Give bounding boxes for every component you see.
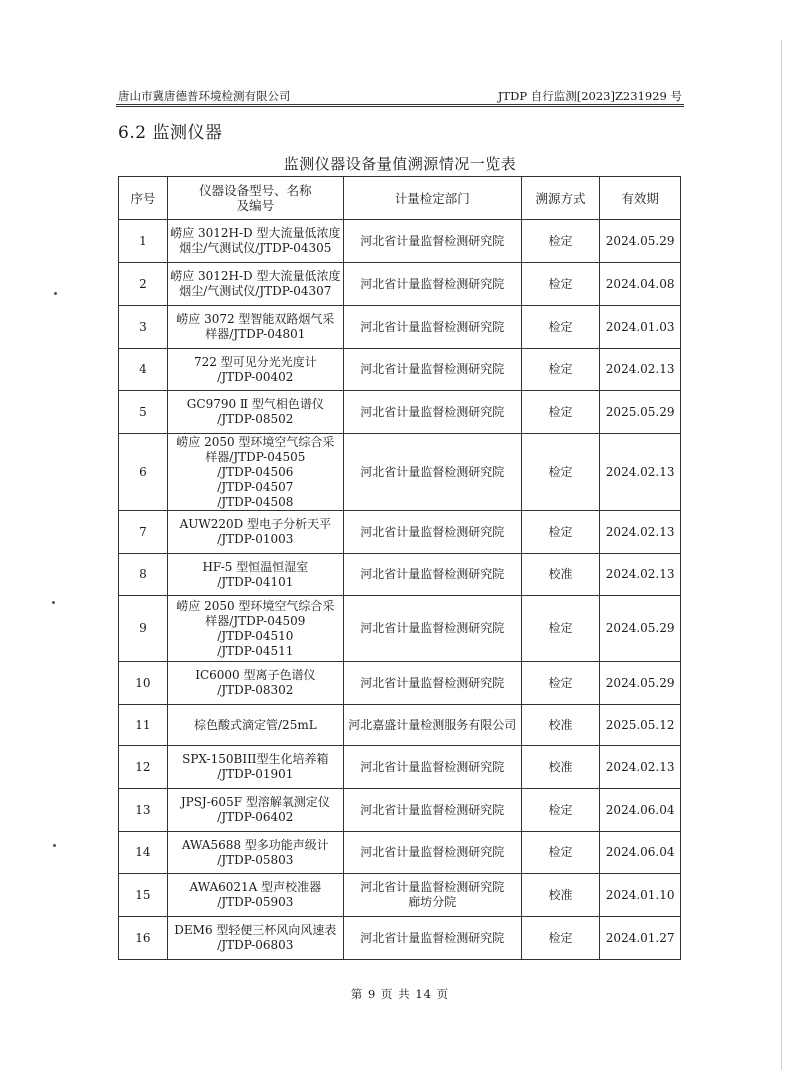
cell-instrument-line: /JTDP-04506: [217, 464, 294, 479]
cell-instrument-line: 722 型可见分光光度计: [193, 354, 317, 369]
cell-instrument-line: 崂应 3012H-D 型大流量低浓度: [170, 269, 341, 283]
table-row: [119, 306, 681, 349]
cell-department-line: 廊坊分院: [408, 895, 457, 909]
cell-method: 校准: [521, 705, 600, 746]
cell-no: 12: [119, 746, 168, 789]
cell-no: 5: [119, 391, 168, 434]
table-row: [119, 832, 681, 874]
header-report-no: JTDP 自行监测[2023]Z231929 号: [497, 89, 682, 103]
cell-instrument-line: HF-5 型恒温恒湿室: [202, 559, 309, 574]
cell-method: 检定: [521, 306, 600, 349]
cell-instrument-line: /JTDP-00402: [217, 369, 294, 384]
header-company: 唐山市冀唐德普环境检测有限公司: [118, 89, 291, 103]
col-header-dept: 计量检定部门: [343, 177, 521, 220]
cell-method: 校准: [521, 874, 600, 917]
cell-instrument-line: /JTDP-08502: [217, 412, 294, 426]
scan-speck: [54, 292, 57, 295]
cell-method: 检定: [521, 220, 600, 263]
table-header-row: [119, 177, 681, 220]
cell-instrument-line: JPSJ-605F 型溶解氧测定仪: [180, 795, 330, 809]
cell-instrument-line: /JTDP-04510: [217, 628, 294, 643]
cell-department: [343, 662, 521, 705]
cell-instrument-line: /JTDP-06402: [217, 810, 294, 824]
cell-instrument-line: /JTDP-04511: [217, 643, 294, 658]
table-row: [119, 596, 681, 662]
cell-department: [343, 917, 521, 960]
cell-instrument-line: 样器/JTDP-04801: [205, 327, 306, 341]
cell-valid-until: 2024.02.13: [600, 349, 681, 391]
table-row: [119, 874, 681, 917]
cell-department-line: 河北省计量监督检测研究院: [360, 845, 505, 859]
cell-department: [343, 220, 521, 263]
cell-instrument-line: AUW220D 型电子分析天平: [179, 517, 332, 531]
header-divider: [116, 104, 684, 107]
cell-instrument: [167, 220, 343, 263]
cell-department-line: 河北省计量监督检测研究院: [360, 362, 505, 376]
table-row: [119, 391, 681, 434]
cell-instrument: [167, 349, 343, 391]
table-row: [119, 511, 681, 554]
table-body: [119, 220, 681, 960]
scan-speck: [53, 844, 56, 847]
cell-no: 15: [119, 874, 168, 917]
cell-method: 检定: [521, 917, 600, 960]
cell-method: 检定: [521, 662, 600, 705]
cell-method: 检定: [521, 596, 600, 662]
cell-valid-until: 2024.06.04: [600, 789, 681, 832]
cell-method: 检定: [521, 511, 600, 554]
cell-instrument-line: /JTDP-01003: [217, 532, 294, 546]
cell-instrument: [167, 832, 343, 874]
cell-method: 检定: [521, 349, 600, 391]
cell-department: [343, 511, 521, 554]
scan-edge-line: [781, 40, 782, 1070]
cell-department-line: 河北嘉盛计量检测服务有限公司: [348, 717, 517, 732]
cell-valid-until: 2024.02.13: [600, 434, 681, 511]
cell-department-line: 河北省计量监督检测研究院: [360, 621, 505, 635]
cell-no: 16: [119, 917, 168, 960]
cell-department-line: 河北省计量监督检测研究院: [360, 880, 505, 894]
cell-instrument-line: GC9790 Ⅱ 型气相色谱仪: [186, 397, 324, 411]
cell-instrument-line: /JTDP-06803: [217, 938, 294, 952]
scan-speck: [52, 601, 55, 604]
cell-instrument: [167, 789, 343, 832]
cell-instrument-line: 烟尘/气测试仪/JTDP-04305: [179, 241, 332, 255]
cell-department: [343, 349, 521, 391]
cell-instrument-line: /JTDP-04508: [217, 494, 294, 509]
cell-valid-until: 2024.05.29: [600, 220, 681, 263]
cell-method: 检定: [521, 832, 600, 874]
cell-no: 10: [119, 662, 168, 705]
page-header: [118, 88, 682, 104]
cell-department-line: 河北省计量监督检测研究院: [360, 930, 505, 945]
cell-instrument: [167, 306, 343, 349]
cell-instrument: [167, 917, 343, 960]
page-footer: 第 9 页 共 14 页: [350, 987, 450, 1001]
cell-instrument: [167, 874, 343, 917]
table-row: [119, 554, 681, 596]
table-row: [119, 789, 681, 832]
cell-instrument-line: 棕色酸式滴定管/25mL: [194, 717, 317, 732]
cell-department: [343, 306, 521, 349]
cell-no: 8: [119, 554, 168, 596]
cell-instrument-line: 崂应 3012H-D 型大流量低浓度: [170, 226, 341, 240]
cell-instrument-line: 烟尘/气测试仪/JTDP-04307: [179, 284, 332, 298]
cell-department: [343, 789, 521, 832]
cell-department: [343, 746, 521, 789]
cell-department: [343, 832, 521, 874]
cell-instrument-line: AWA6021A 型声校准器: [189, 880, 322, 894]
table-title: 监测仪器设备量值溯源情况一览表: [283, 155, 517, 173]
cell-method: 校准: [521, 554, 600, 596]
cell-department-line: 河北省计量监督检测研究院: [360, 319, 505, 334]
cell-no: 4: [119, 349, 168, 391]
cell-valid-until: 2024.01.03: [600, 306, 681, 349]
cell-instrument-line: /JTDP-08302: [217, 683, 294, 697]
cell-valid-until: 2024.06.04: [600, 832, 681, 874]
cell-instrument: [167, 746, 343, 789]
cell-department-line: 河北省计量监督检测研究院: [360, 524, 505, 539]
col-header-name-line2: 及编号: [236, 198, 275, 213]
cell-method: 校准: [521, 746, 600, 789]
cell-no: 11: [119, 705, 168, 746]
cell-department-line: 河北省计量监督检测研究院: [360, 233, 505, 248]
cell-department-line: 河北省计量监督检测研究院: [360, 802, 505, 817]
table-row: [119, 746, 681, 789]
cell-no: 9: [119, 596, 168, 662]
cell-instrument-line: /JTDP-05903: [217, 895, 294, 909]
cell-instrument: [167, 263, 343, 306]
cell-instrument: [167, 391, 343, 434]
cell-valid-until: 2024.04.08: [600, 263, 681, 306]
cell-valid-until: 2024.01.27: [600, 917, 681, 960]
cell-instrument: [167, 662, 343, 705]
cell-no: 7: [119, 511, 168, 554]
instrument-table: [118, 176, 681, 960]
cell-no: 3: [119, 306, 168, 349]
cell-department: [343, 263, 521, 306]
cell-instrument-line: 崂应 3072 型智能双路烟气采: [176, 312, 335, 326]
table-row: [119, 220, 681, 263]
table-row: [119, 349, 681, 391]
cell-no: 6: [119, 434, 168, 511]
cell-valid-until: 2024.05.29: [600, 662, 681, 705]
table-row: [119, 917, 681, 960]
cell-no: 13: [119, 789, 168, 832]
col-header-valid: 有效期: [600, 177, 681, 220]
cell-instrument-line: SPX-150BIII型生化培养箱: [182, 752, 329, 766]
cell-instrument: [167, 705, 343, 746]
table-row: [119, 263, 681, 306]
table-row: [119, 434, 681, 511]
cell-method: 检定: [521, 789, 600, 832]
cell-method: 检定: [521, 434, 600, 511]
cell-valid-until: 2024.02.13: [600, 554, 681, 596]
col-header-name-line1: 仪器设备型号、名称: [199, 183, 312, 198]
cell-department: [343, 874, 521, 917]
cell-method: 检定: [521, 263, 600, 306]
col-header-name: [167, 177, 343, 220]
cell-department: [343, 434, 521, 511]
cell-department-line: 河北省计量监督检测研究院: [360, 567, 505, 581]
cell-department-line: 河北省计量监督检测研究院: [360, 675, 505, 690]
cell-valid-until: 2025.05.29: [600, 391, 681, 434]
col-header-method: 溯源方式: [521, 177, 600, 220]
cell-instrument-line: DEM6 型轻便三杯风向风速表: [174, 923, 337, 937]
cell-department: [343, 391, 521, 434]
cell-no: 14: [119, 832, 168, 874]
cell-department: [343, 554, 521, 596]
col-header-no: 序号: [119, 177, 168, 220]
cell-department: [343, 596, 521, 662]
cell-instrument-line: 崂应 2050 型环境空气综合采: [176, 598, 335, 613]
table-row: [119, 705, 681, 746]
cell-no: 2: [119, 263, 168, 306]
cell-valid-until: 2025.05.12: [600, 705, 681, 746]
cell-department-line: 河北省计量监督检测研究院: [360, 464, 505, 479]
cell-instrument-line: AWA5688 型多功能声级计: [181, 837, 329, 852]
section-title: 6.2 监测仪器: [118, 123, 223, 143]
cell-instrument-line: /JTDP-04101: [217, 574, 294, 589]
cell-instrument: [167, 434, 343, 511]
cell-instrument-line: 崂应 2050 型环境空气综合采: [176, 434, 335, 449]
cell-instrument-line: /JTDP-05803: [217, 852, 294, 867]
cell-valid-until: 2024.02.13: [600, 746, 681, 789]
cell-instrument: [167, 596, 343, 662]
cell-valid-until: 2024.01.10: [600, 874, 681, 917]
cell-instrument-line: IC6000 型离子色谱仪: [195, 668, 316, 682]
cell-department-line: 河北省计量监督检测研究院: [360, 276, 505, 291]
cell-instrument-line: /JTDP-01901: [217, 767, 294, 781]
cell-method: 检定: [521, 391, 600, 434]
cell-department-line: 河北省计量监督检测研究院: [360, 759, 505, 774]
cell-instrument: [167, 511, 343, 554]
cell-valid-until: 2024.02.13: [600, 511, 681, 554]
cell-valid-until: 2024.05.29: [600, 596, 681, 662]
cell-instrument-line: 样器/JTDP-04509: [205, 613, 306, 628]
cell-department: [343, 705, 521, 746]
cell-instrument: [167, 554, 343, 596]
cell-no: 1: [119, 220, 168, 263]
cell-department-line: 河北省计量监督检测研究院: [360, 404, 505, 419]
cell-instrument-line: /JTDP-04507: [217, 479, 294, 494]
cell-instrument-line: 样器/JTDP-04505: [205, 449, 306, 464]
table-row: [119, 662, 681, 705]
